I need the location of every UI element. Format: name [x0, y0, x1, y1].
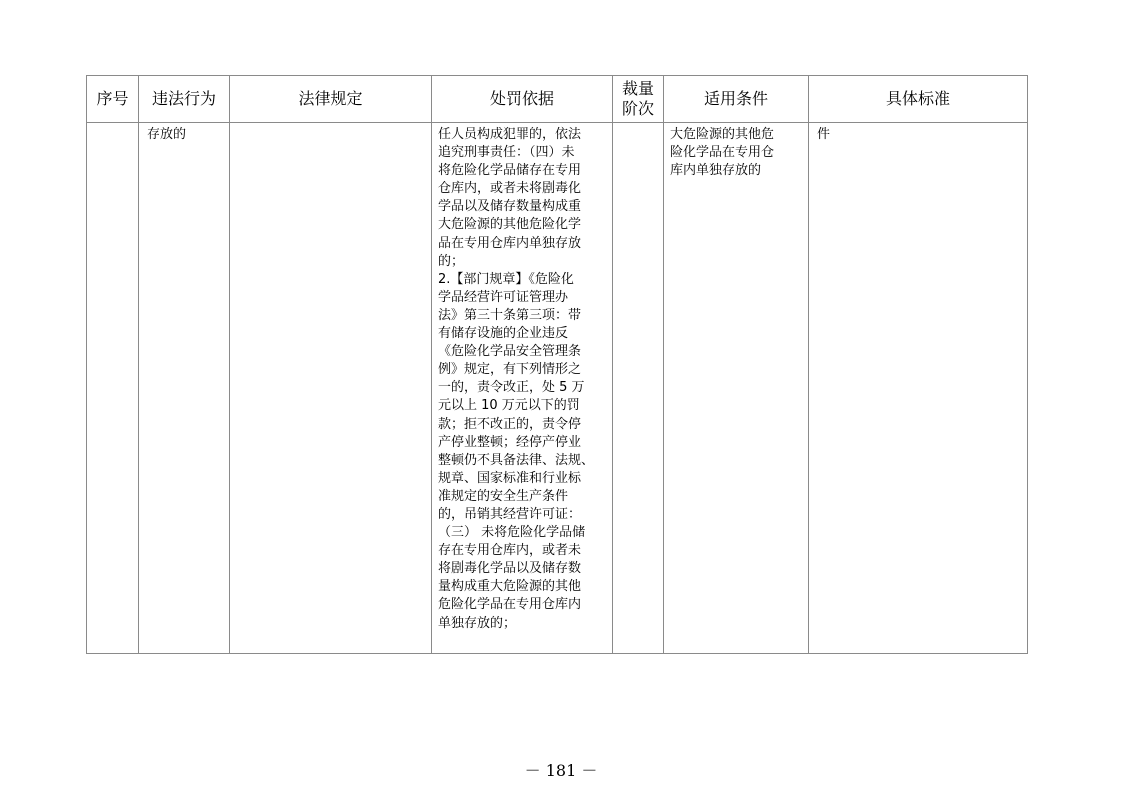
header-no: 序号 — [87, 76, 139, 123]
cell-violation-text: 存放的 — [147, 127, 187, 142]
cell-law-text — [230, 123, 431, 126]
header-basis: 处罚依据 — [432, 76, 613, 123]
header-law: 法律规定 — [230, 76, 432, 123]
page-number: － 181 － — [524, 761, 598, 780]
penalty-standards-table — [86, 75, 1028, 654]
cell-standard — [809, 123, 1028, 654]
header-condition: 适用条件 — [664, 76, 809, 123]
table-row — [87, 123, 1028, 654]
cell-condition — [664, 123, 809, 654]
cell-no-text — [87, 123, 138, 126]
cell-no — [87, 123, 139, 654]
cell-violation — [139, 123, 230, 654]
table-header-row — [87, 76, 1028, 123]
cell-level-text — [613, 123, 663, 126]
header-level — [613, 76, 664, 123]
cell-level — [613, 123, 664, 654]
header-level-text: 裁量 阶次 — [621, 79, 654, 118]
header-standard: 具体标准 — [809, 76, 1028, 123]
cell-basis-text: 任人员构成犯罪的，依法 追究刑事责任：（四）未 将危险化学品储存在专用 仓库内，或者未将剧毒化 学品以及储存数量构成重 大危险源的其他危险化学 品在专用仓库内单独存放 的； 2.【部门规章】《危险化 学品经营许可证管理办 法》第三十条第三项：带 有储存设施的企业违反 《危险化学品安全管理条 例》规定，有下列情形之 一的，责令改正，处 5 万 元以上 10 万元以下的罚 款；拒不改正的，责令停 产停业整顿；经停产停业 整顿仍不具备法律、法规、 规章、国家标准和行业标 准规定的安全生产条件 的，吊销其经营许可证： （三） 未将危险化学品储 存在专用仓库内，或者未 将剧毒化学品以及储存数 量构成重大危险源的其他 危险化学品在专用仓库内 单独存放的； — [438, 127, 595, 631]
cell-law — [230, 123, 432, 654]
cell-condition-text: 大危险源的其他危 险化学品在专用仓 库内单独存放的 — [670, 127, 775, 179]
cell-standard-text: 件 — [817, 127, 831, 142]
cell-basis — [432, 123, 613, 654]
header-violation: 违法行为 — [139, 76, 230, 123]
